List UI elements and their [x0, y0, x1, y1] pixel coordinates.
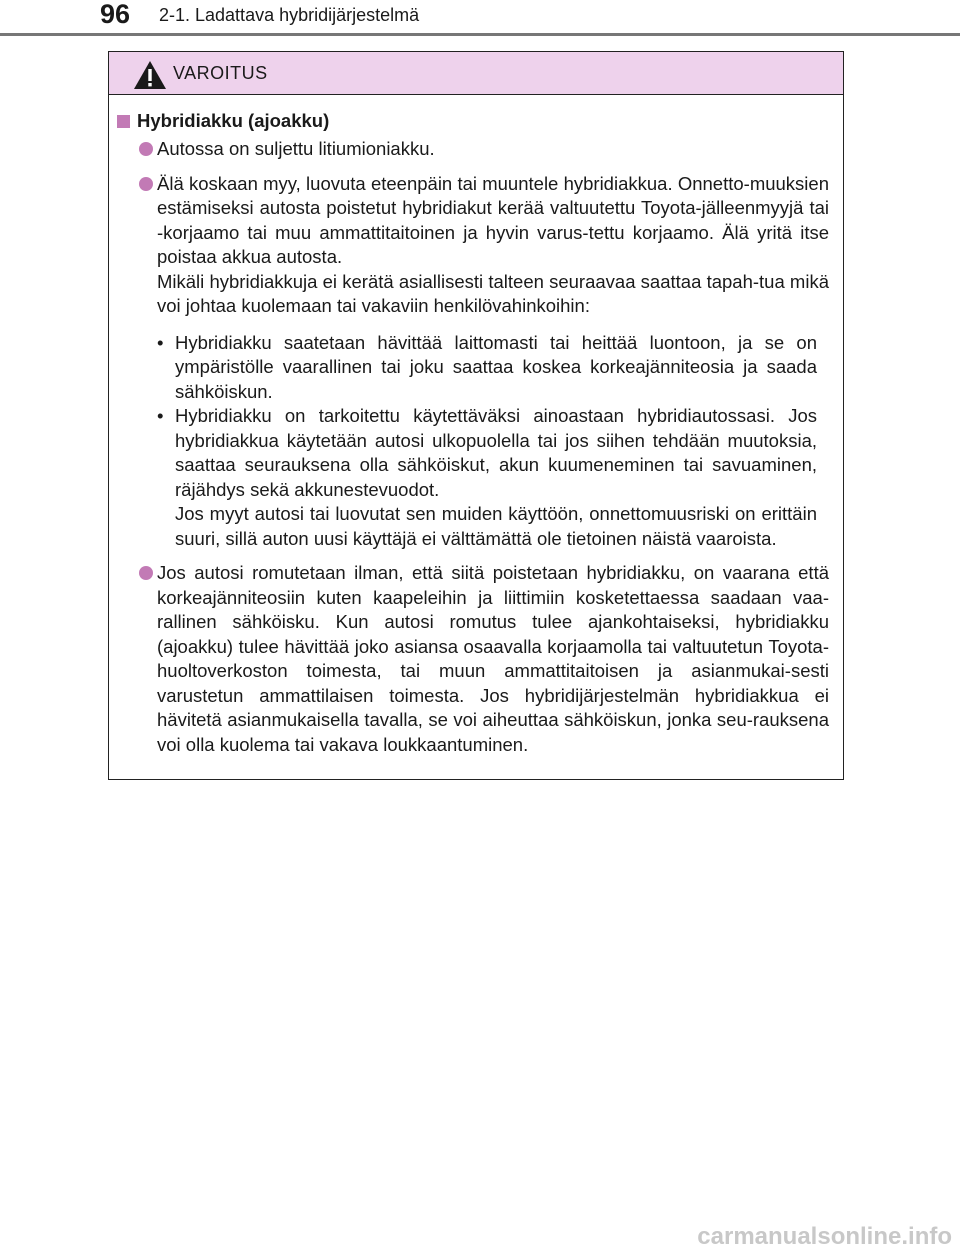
warning-body — [109, 95, 843, 757]
warning-triangle-icon — [133, 60, 167, 90]
heading-text: Hybridiakku (ajoakku) — [137, 110, 330, 131]
bullet-glyph: • — [157, 405, 164, 426]
sub-item-text: Hybridiakku saatetaan hävittää laittomasti tai heittää luontoon, ja se on ympäristölle vaarallinen tai joku saattaa koskea korkeajänniteosia ja saada sähköiskun. — [175, 331, 817, 402]
bullet-glyph: • — [157, 331, 164, 353]
watermark: carmanualsonline.info — [697, 1223, 952, 1250]
point-text: Älä koskaan myy, luovuta eteenpäin tai muuntele hybridiakkua. Onnetto-muuksien estämiseksi autosta poistetut hybridiakut kerää valtuutettu Toyota-jälleenmyyjä tai -korjaamo tai muu ammattitaitoinen ja hyvin varus-tettu korjaamo. Älä yritä itse poistaa akkua autosta. — [157, 172, 829, 267]
sub-item-text-continued: Jos myyt autosi tai luovutat sen muiden käyttöön, onnettomuusriski on erittäin suuri, sillä auton uusi käyttäjä ei välttämättä ole tietoinen näistä vaaroista. — [175, 503, 817, 549]
header-divider — [0, 33, 960, 36]
point-text: Autossa on suljettu litiumioniakku. — [157, 138, 435, 159]
warning-header — [109, 52, 843, 95]
page-number: 96 — [100, 0, 131, 29]
warning-label: VAROITUS — [173, 63, 268, 83]
warning-heading — [117, 109, 829, 135]
point-text: Jos autosi romutetaan ilman, että siitä poistetaan hybridiakku, on vaarana että korkeajänniteosiin kuten kaapeleihin ja liittimiin kosketettaessa saadaan vaa-rallinen sähköisku. Kun autosi romutus tulee ajankohtaiseksi, hybridiakku (ajoakku) tulee hävittää joko asiansa osaavalla korjaamolla tai valtuutetun Toyota-huoltoverkoston toimesta, tai muun ammattitaitoisen ja asianmukai-sesti varustetun ammattilaisen toimesta. Jos hybridijärjestelmän hybridiakkua ei hävitetä asianmukaisella tavalla, se voi aiheuttaa sähköiskun, jonka seu-rauksena voi olla kuolema tai vakava loukkaantuminen. — [157, 562, 829, 755]
warning-point — [117, 137, 829, 162]
warning-point — [117, 172, 829, 552]
sub-list-item — [157, 404, 817, 551]
circle-bullet-icon — [139, 142, 153, 156]
sub-list-item — [157, 331, 817, 405]
warning-point — [117, 561, 829, 757]
page-header — [0, 0, 960, 40]
square-bullet-icon — [117, 115, 130, 128]
circle-bullet-icon — [139, 566, 153, 580]
section-title: 2-1. Ladattava hybridijärjestelmä — [159, 5, 420, 25]
sub-list — [157, 331, 829, 552]
sub-item-text: Hybridiakku on tarkoitettu käytettäväksi ainoastaan hybridiautossasi. Jos hybridiakkua käytetään autosi ulkopuolella tai jos siihen tehdään muutoksia, saattaa seurauksena olla sähköiskut, akun kuumeneminen tai savuaminen, räjähdys sekä akkunestevuodot. — [175, 405, 817, 500]
point-text-continued: Mikäli hybridiakkuja ei kerätä asiallisesti talteen seuraavaa saattaa tapah-tua mikä voi johtaa kuolemaan tai vakaviin henkilövahinkoihin: — [157, 270, 829, 316]
warning-box — [108, 51, 844, 780]
circle-bullet-icon — [139, 177, 153, 191]
